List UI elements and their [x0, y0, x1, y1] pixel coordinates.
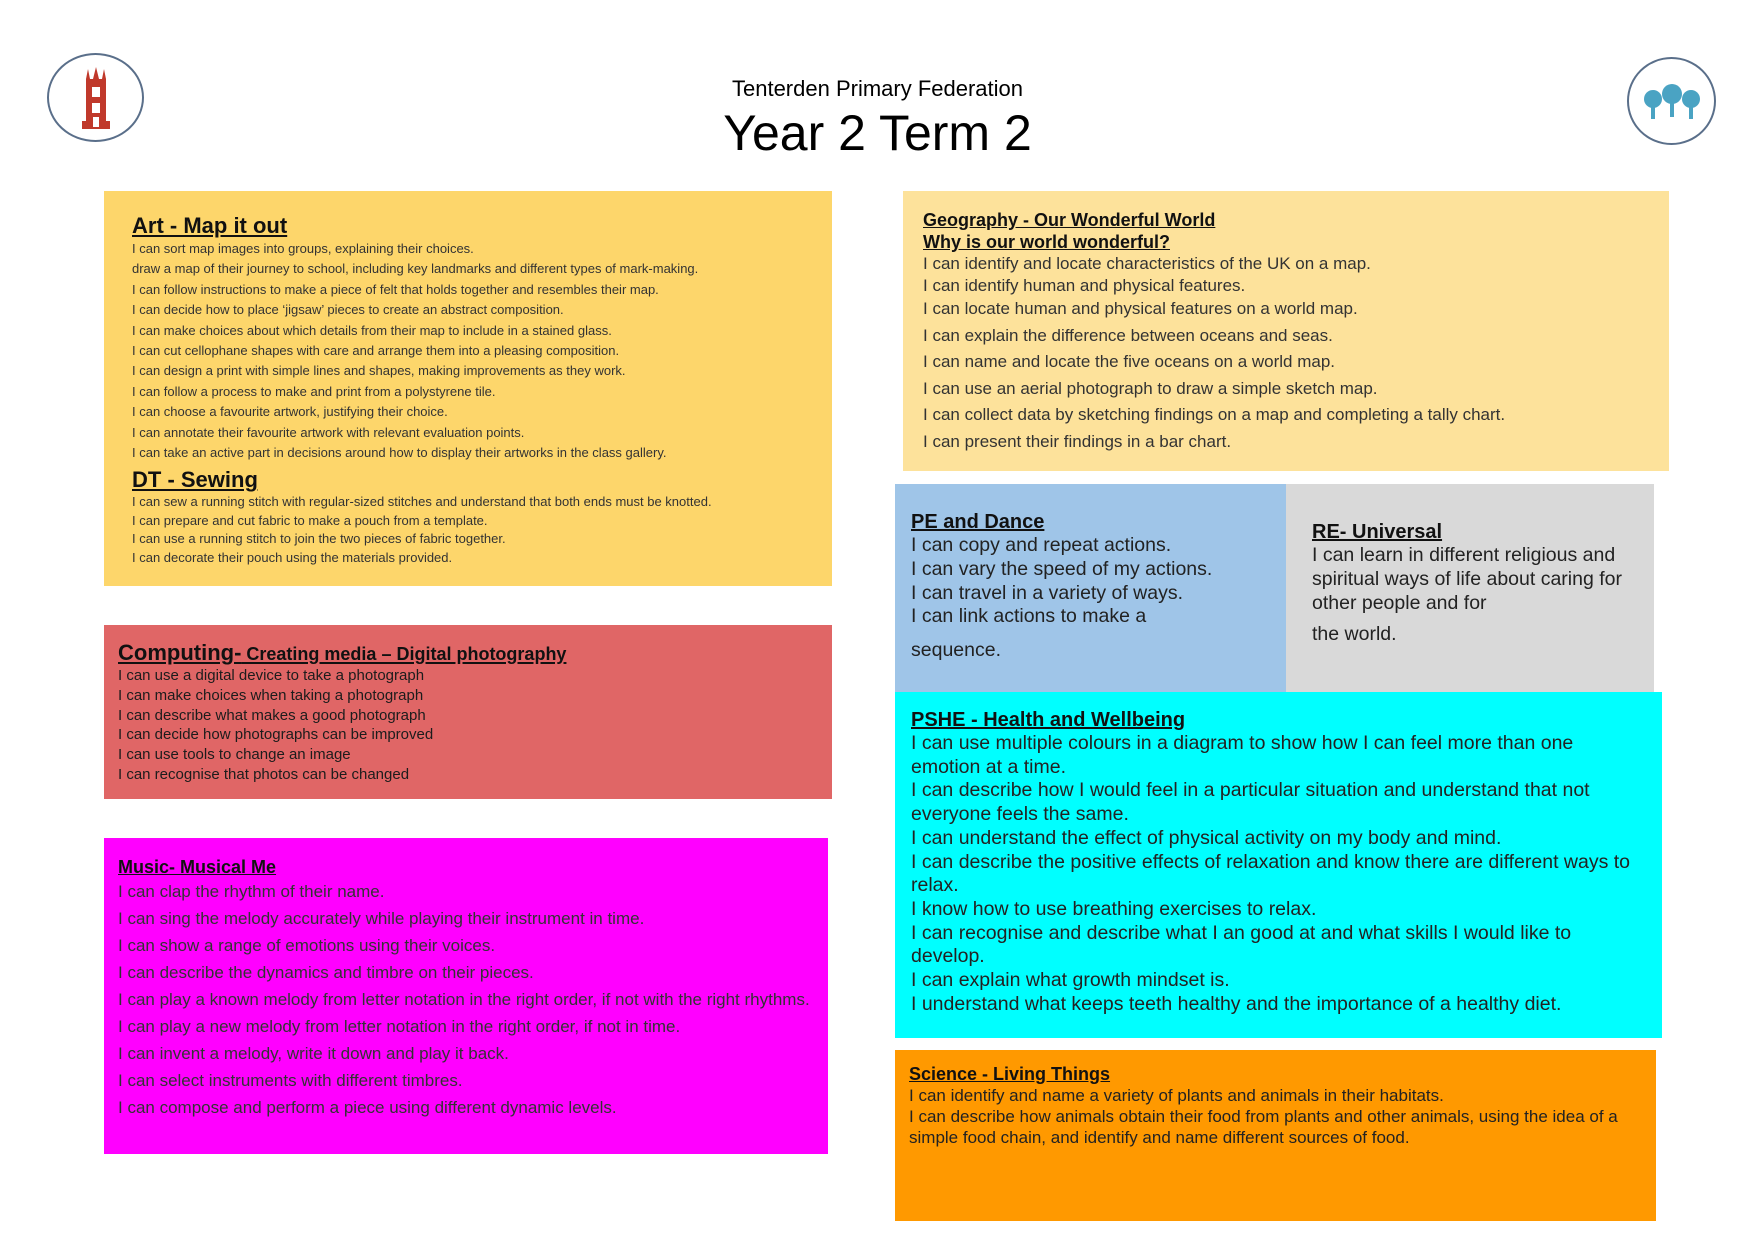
- re-items: [1312, 544, 1628, 647]
- dt-heading: DT - Sewing: [132, 467, 258, 493]
- pshe-item: I understand what keeps teeth healthy and the importance of a healthy diet.: [911, 992, 1562, 1015]
- music-item: I can select instruments with different timbres.: [118, 1071, 463, 1090]
- music-item: I can invent a melody, write it down and play it back.: [118, 1044, 509, 1063]
- art-items: [132, 239, 804, 463]
- computing-item: I can decide how photographs can be improved: [118, 726, 434, 744]
- geography-panel: [903, 191, 1669, 471]
- science-heading: Science - Living Things: [909, 1064, 1111, 1084]
- computing-heading: [118, 641, 818, 666]
- pshe-item: I know how to use breathing exercises to relax.: [911, 897, 1317, 920]
- geography-subheading: Why is our world wonderful?: [923, 232, 1170, 252]
- pshe-item: I can recognise and describe what I an good at and what skills I would like to develop.: [911, 921, 1572, 968]
- re-text-last: the world.: [1312, 623, 1397, 646]
- computing-item: I can use tools to change an image: [118, 746, 351, 764]
- music-panel: [104, 838, 828, 1154]
- computing-item: I can recognise that photos can be changed: [118, 765, 410, 783]
- art-item: I can annotate their favourite artwork with relevant evaluation points.: [132, 424, 525, 440]
- pe-panel: [895, 484, 1286, 692]
- art-item: I can choose a favourite artwork, justifying their choice.: [132, 404, 448, 420]
- music-item: I can clap the rhythm of their name.: [118, 882, 385, 901]
- art-item: I can make choices about which details from their map to include in a stained glass.: [132, 322, 612, 338]
- music-item: I can play a known melody from letter notation in the right order, if not with the right rhythms.: [118, 990, 810, 1009]
- geography-item: I can identify and locate characteristics of the UK on a map.: [923, 254, 1371, 273]
- pshe-heading: PSHE - Health and Wellbeing: [911, 709, 1186, 731]
- art-item: I can follow instructions to make a piece of felt that holds together and resembles their map.: [132, 281, 659, 297]
- geography-item: I can collect data by sketching findings on a map and completing a tally chart.: [923, 405, 1506, 425]
- dt-items: [132, 493, 804, 567]
- dt-item: I can decorate their pouch using the materials provided.: [132, 549, 453, 565]
- re-heading: RE- Universal: [1312, 521, 1443, 543]
- music-item: I can show a range of emotions using their voices.: [118, 936, 496, 955]
- dt-item: I can prepare and cut fabric to make a pouch from a template.: [132, 512, 488, 528]
- art-item: I can cut cellophane shapes with care and arrange them into a pleasing composition.: [132, 343, 620, 359]
- pe-item: sequence.: [911, 639, 1001, 662]
- re-text: I can learn in different religious and spiritual ways of life about caring for other people and for: [1312, 544, 1622, 614]
- federation-name: Tenterden Primary Federation: [731, 76, 1024, 101]
- science-item: I can identify and name a variety of plants and animals in their habitats.: [909, 1086, 1444, 1105]
- computing-title: Computing-: [118, 640, 242, 665]
- science-panel: [895, 1050, 1656, 1221]
- page-title: Year 2 Term 2: [723, 105, 1032, 161]
- music-item: I can describe the dynamics and timbre on their pieces.: [118, 963, 534, 982]
- pe-item: I can vary the speed of my actions.: [911, 557, 1213, 580]
- geography-item: I can present their findings in a bar chart.: [923, 431, 1232, 451]
- pe-heading: PE and Dance: [911, 511, 1045, 533]
- pshe-item: I can describe how I would feel in a particular situation and understand that not everyone feels the same.: [911, 779, 1590, 826]
- dt-item: I can sew a running stitch with regular-sized stitches and understand that both ends must be knotted.: [132, 494, 712, 510]
- geography-item: I can locate human and physical features on a world map.: [923, 299, 1358, 318]
- geography-item: I can explain the difference between oceans and seas.: [923, 325, 1333, 345]
- science-items: [909, 1085, 1642, 1148]
- art-panel: [104, 191, 832, 586]
- art-heading: Art - Map it out: [132, 213, 288, 238]
- pe-item: I can travel in a variety of ways.: [911, 581, 1184, 604]
- art-item: I can design a print with simple lines and shapes, making improvements as they work.: [132, 363, 626, 379]
- geography-item: I can identify human and physical features.: [923, 275, 1246, 295]
- geography-item: I can use an aerial photograph to draw a simple sketch map.: [923, 378, 1378, 398]
- art-item: I can decide how to place ‘jigsaw’ pieces to create an abstract composition.: [132, 302, 564, 318]
- pshe-item: I can describe the positive effects of relaxation and know there are different ways to relax.: [911, 850, 1631, 897]
- pshe-item: I can use multiple colours in a diagram to show how I can feel more than one emotion at a time.: [911, 732, 1574, 778]
- re-panel: [1286, 484, 1654, 692]
- dt-item: I can use a running stitch to join the two pieces of fabric together.: [132, 531, 506, 547]
- music-items: [118, 878, 814, 1121]
- art-item: I can take an active part in decisions around how to display their artworks in the class gallery.: [132, 445, 667, 461]
- music-heading: Music- Musical Me: [118, 857, 277, 877]
- pshe-item: I can explain what growth mindset is.: [911, 969, 1230, 992]
- geography-items: [923, 253, 1649, 456]
- computing-items: [118, 666, 818, 785]
- art-item: I can follow a process to make and print from a polystyrene tile.: [132, 383, 496, 399]
- computing-subtitle: Creating media – Digital photography: [241, 644, 567, 664]
- music-item: I can compose and perform a piece using different dynamic levels.: [118, 1098, 617, 1117]
- pe-items: [911, 534, 1270, 663]
- computing-panel: [104, 625, 832, 799]
- computing-item: I can use a digital device to take a photograph: [118, 667, 425, 684]
- music-item: I can play a new melody from letter notation in the right order, if not in time.: [118, 1017, 681, 1036]
- science-item: I can describe how animals obtain their food from plants and other animals, using the idea of a simple food chain, and identify and name different sources of food.: [909, 1107, 1618, 1147]
- computing-item: I can make choices when taking a photograph: [118, 686, 424, 704]
- art-item: draw a map of their journey to school, including key landmarks and different types of mark-making.: [132, 261, 699, 277]
- music-item: I can sing the melody accurately while playing their instrument in time.: [118, 909, 645, 928]
- pe-item: I can copy and repeat actions.: [911, 534, 1172, 556]
- art-item: I can sort map images into groups, explaining their choices.: [132, 241, 474, 256]
- geography-item: I can name and locate the five oceans on a world map.: [923, 352, 1336, 372]
- pe-item: I can link actions to make a: [911, 605, 1147, 628]
- computing-item: I can describe what makes a good photograph: [118, 706, 426, 724]
- geography-heading: Geography - Our Wonderful World: [923, 210, 1216, 230]
- pshe-panel: [895, 692, 1662, 1038]
- pshe-items: [911, 732, 1646, 1016]
- pshe-item: I can understand the effect of physical activity on my body and mind.: [911, 826, 1502, 849]
